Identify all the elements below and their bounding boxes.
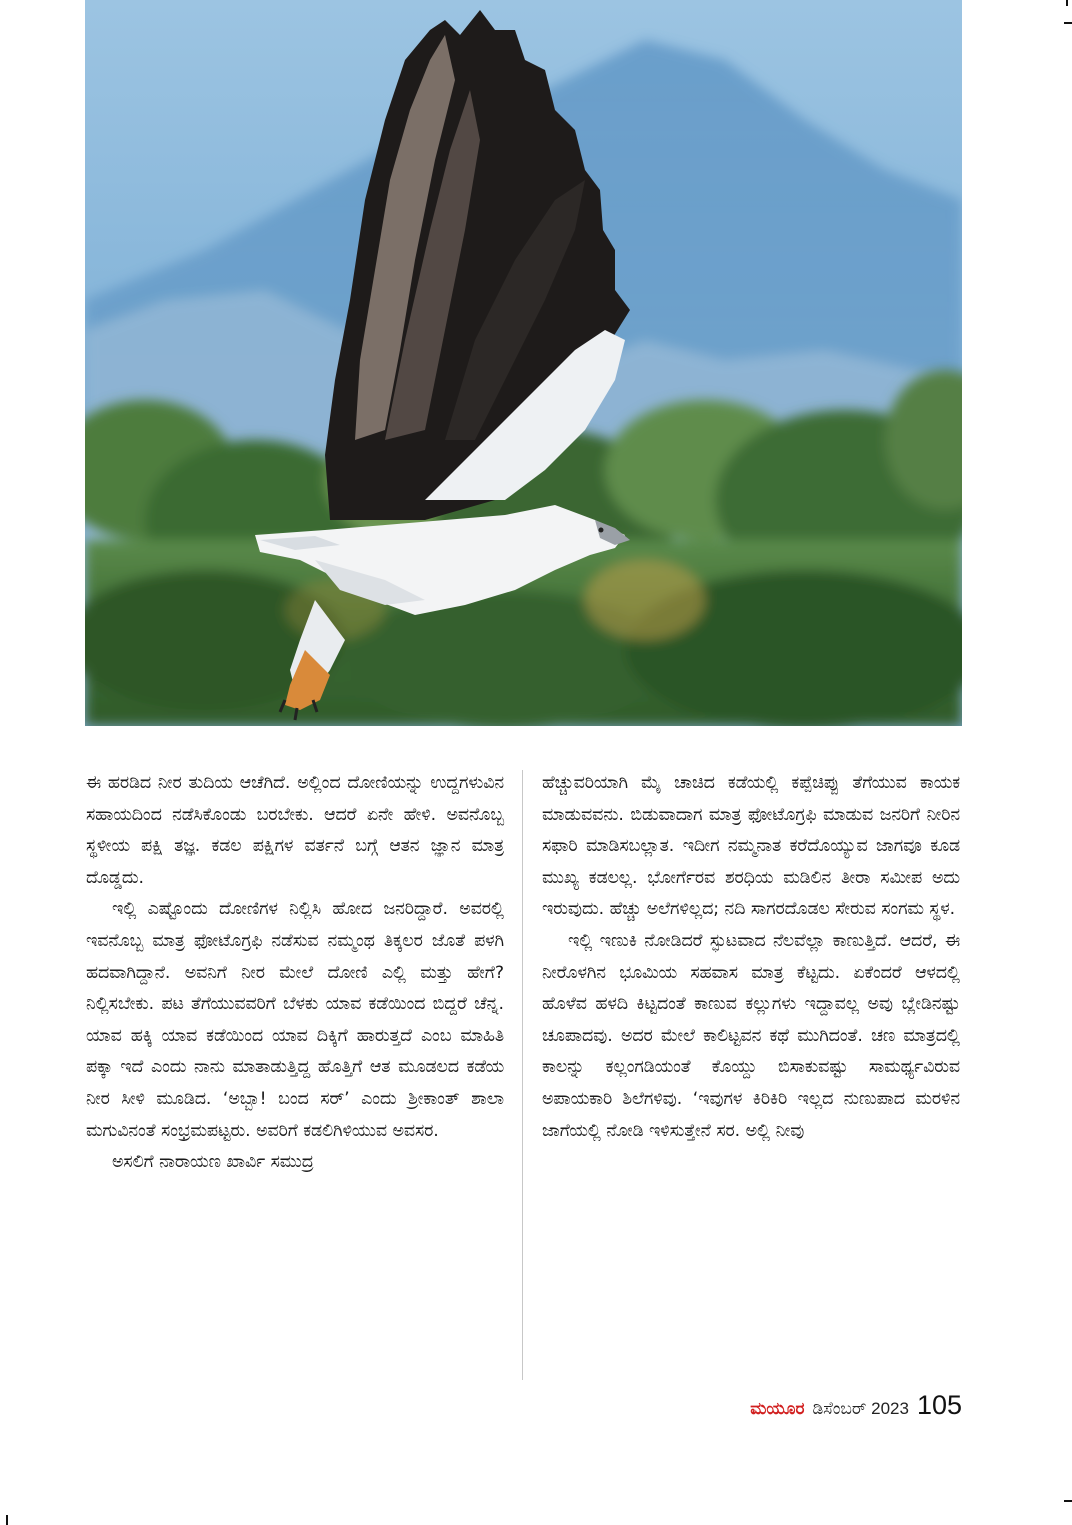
article-paragraph: ಈ ಹರಡಿದ ನೀರ ತುದಿಯ ಆಚೆಗಿದೆ. ಅಲ್ಲಿಂದ ದೋಣಿಯನ್ನು ಉದ್ದಗಳುವಿನ ಸಹಾಯದಿಂದ ನಡೆಸಿಕೊಂಡು ಬರಬೇಕು. ಆದರೆ ಏನೇ ಹೇಳಿ. ಅವನೊಬ್ಬ ಸ್ಥಳೀಯ ಪಕ್ಷಿ ತಜ್ಞ. ಕಡಲ ಪಕ್ಷಿಗಳ ವರ್ತನೆ ಬಗ್ಗೆ ಆತನ ಜ್ಞಾನ ಮಾತ್ರ ದೊಡ್ಡದು. bbox=[86, 773, 504, 888]
article-paragraph: ಇಲ್ಲಿ ಎಷ್ಟೊಂದು ದೋಣಿಗಳ ನಿಲ್ಲಿಸಿ ಹೋದ ಜನರಿದ್ದಾರೆ. ಅವರಲ್ಲಿ ಇವನೊಬ್ಬ ಮಾತ್ರ ಫೋಟೊಗ್ರಫಿ ನಡೆಸುವ ನಮ್ಮಂಥ ತಿಕ್ಕಲರ ಜೊತೆ ಪಳಗಿ ಹದವಾಗಿದ್ದಾನೆ. ಅವನಿಗೆ ನೀರ ಮೇಲೆ ದೋಣಿ ಎಲ್ಲಿ ಮತ್ತು ಹೇಗೆ? ನಿಲ್ಲಿಸಬೇಕು. ಪಟ ತೆಗೆಯುವವರಿಗೆ ಬೆಳಕು ಯಾವ ಕಡೆಯಿಂದ ಬಿದ್ದರೆ ಚೆನ್ನ. ಯಾವ ಹಕ್ಕಿ ಯಾವ ಕಡೆಯಿಂದ ಯಾವ ದಿಕ್ಕಿಗೆ ಹಾರುತ್ತದೆ ಎಂಬ ಮಾಹಿತಿ ಪಕ್ಕಾ ಇದೆ ಎಂದು ನಾನು ಮಾತಾಡುತ್ತಿದ್ದ ಹೊತ್ತಿಗೆ ಆತ ಮೂಡಲದ ಕಡೆಯ ನೀರ ಸೀಳಿ ಮೂಡಿದ. ‘ಅಬ್ಬಾ! ಬಂದ ಸರ್’ ಎಂದು ಶ್ರೀಕಾಂತ್ ಶಾಲಾ ಮಗುವಿನಂತೆ ಸಂಭ್ರಮಪಟ್ಟರು. ಅವರಿಗೆ ಕಡಲಿಗಿಳಿಯುವ ಅವಸರ. bbox=[86, 899, 504, 1141]
crop-mark-bottom-left bbox=[6, 1515, 8, 1525]
article-paragraph: ಅಸಲಿಗೆ ನಾರಾಯಣ ಖಾರ್ವಿ ಸಮುದ್ರ bbox=[112, 1152, 314, 1173]
crop-mark-bottom-right bbox=[1064, 1500, 1072, 1502]
article-paragraph: ಇಲ್ಲಿ ಇಣುಕಿ ನೋಡಿದರೆ ಸ್ಫುಟವಾದ ನೆಲವೆಲ್ಲಾ ಕಾಣುತ್ತಿದೆ. ಆದರೆ, ಈ ನೀರೊಳಗಿನ ಭೂಮಿಯ ಸಹವಾಸ ಮಾತ್ರ ಕೆಟ್ಟದು. ಏಕೆಂದರೆ ಆಳದಲ್ಲಿ ಹೊಳೆವ ಹಳದಿ ಕಿಟ್ಟದಂತೆ ಕಾಣುವ ಕಲ್ಲುಗಳು ಇದ್ದಾವಲ್ಲ ಅವು ಬ್ಲೇಡಿನಷ್ಟು ಚೂಪಾದವು. ಅದರ ಮೇಲೆ ಕಾಲಿಟ್ಟವನ ಕಥೆ ಮುಗಿದಂತೆ. ಚಣ ಮಾತ್ರದಲ್ಲಿ ಕಾಲನ್ನು ಕಲ್ಲಂಗಡಿಯಂತೆ ಕೊಯ್ದು ಬಿಸಾಕುವಷ್ಟು ಸಾಮರ್ಥ್ಯವಿರುವ ಅಪಾಯಕಾರಿ ಶಿಲೆಗಳಿವು. ‘ಇವುಗಳ ಕಿರಿಕಿರಿ ಇಲ್ಲದ ನುಣುಪಾದ ಮರಳಿನ ಜಾಗೆಯಲ್ಲಿ ನೋಡಿ ಇಳಿಸುತ್ತೇನೆ ಸರ. ಅಲ್ಲಿ ನೀವು bbox=[542, 930, 960, 1141]
page-footer bbox=[750, 1390, 962, 1430]
eagle-illustration bbox=[85, 0, 962, 726]
page-number: 105 bbox=[916, 1390, 962, 1420]
article-column-left bbox=[86, 768, 504, 1179]
article-paragraph: ಹೆಚ್ಚುವರಿಯಾಗಿ ಮೈ ಚಾಚಿದ ಕಡೆಯಲ್ಲಿ ಕಪ್ಪೆಚಿಪ್ಪು ತೆಗೆಯುವ ಕಾಯಕ ಮಾಡುವವನು. ಬಿಡುವಾದಾಗ ಮಾತ್ರ ಫೋಟೊಗ್ರಫಿ ಮಾಡುವ ಜನರಿಗೆ ನೀರಿನ ಸಫಾರಿ ಮಾಡಿಸಬಲ್ಲಾತ. ಇದೀಗ ನಮ್ಮನಾತ ಕರೆದೊಯ್ಯುವ ಜಾಗವೂ ಕೂಡ ಮುಖ್ಯ ಕಡಲಲ್ಲ. ಭೋರ್ಗೆರವ ಶರಧಿಯ ಮಡಿಲಿನ ತೀರಾ ಸಮೀಪ ಅದು ಇರುವುದು. ಹೆಚ್ಚು ಅಲೆಗಳಿಲ್ಲದ; ನದಿ ಸಾಗರದೊಡಲ ಸೇರುವ ಸಂಗಮ ಸ್ಥಳ. bbox=[542, 773, 960, 920]
magazine-name: ಮಯೂರ bbox=[750, 1399, 805, 1418]
column-divider bbox=[522, 770, 523, 1380]
article-column-right bbox=[542, 768, 960, 1147]
crop-mark-top-right bbox=[1064, 22, 1072, 24]
crop-mark-top-left bbox=[1066, 0, 1068, 6]
issue-date: ಡಿಸೆಂಬರ್ 2023 bbox=[812, 1399, 909, 1418]
eagle-photo bbox=[85, 0, 962, 726]
